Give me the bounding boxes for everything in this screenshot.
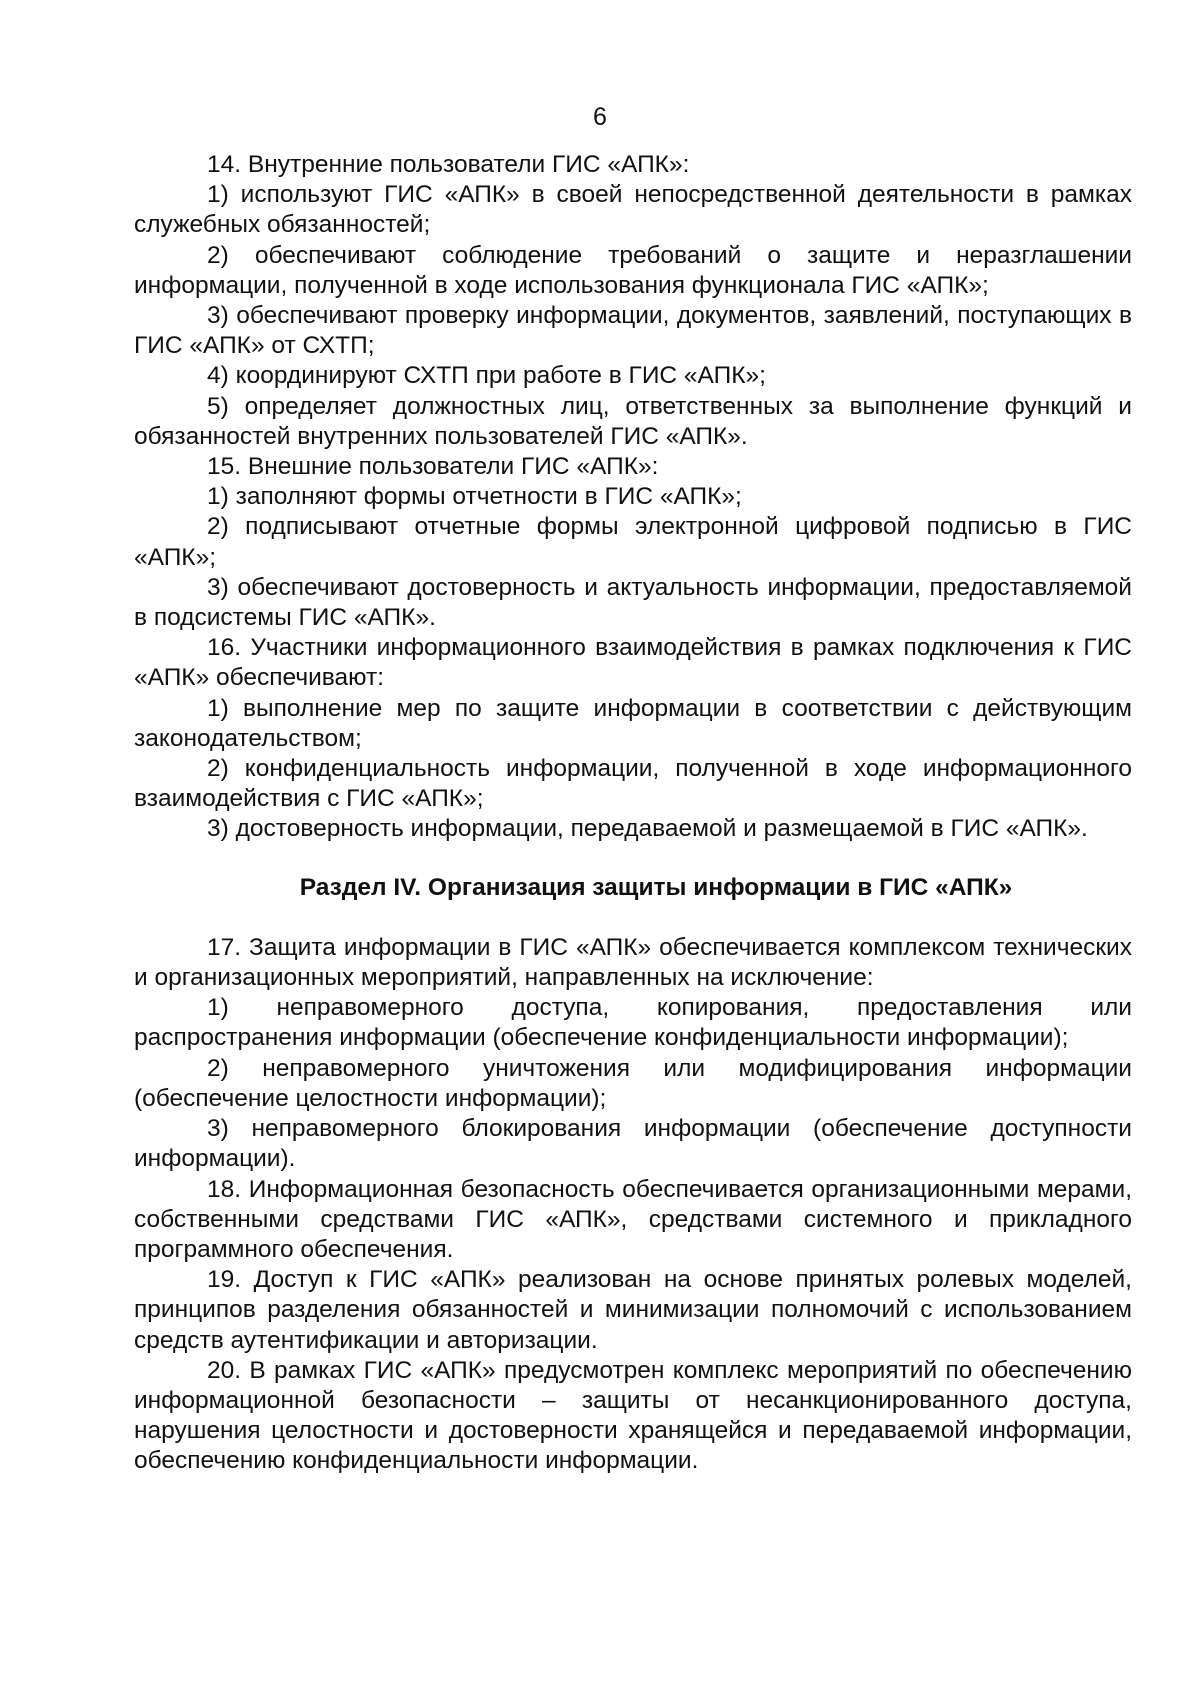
- paragraph-16-intro: 16. Участники информационного взаимодействия в рамках подключения к ГИС «АПК» обеспечивают:: [134, 634, 1132, 692]
- paragraph-14-item-4: 4) координируют СХТП при работе в ГИС «АПК»;: [207, 362, 766, 390]
- paragraph-14-item-3: 3) обеспечивают проверку информации, документов, заявлений, поступающих в ГИС «АПК» от СХТП;: [134, 302, 1132, 360]
- paragraph-17-item-1: 1) неправомерного доступа, копирования, предоставления или распространения информации (обеспечение конфиденциальности информации);: [134, 994, 1132, 1052]
- page-number: 6: [593, 103, 607, 131]
- paragraph-15-item-3: 3) обеспечивают достоверность и актуальность информации, предоставляемой в подсистемы ГИС «АПК».: [134, 573, 1132, 632]
- paragraph-15-item-1: 1) заполняют формы отчетности в ГИС «АПК»;: [207, 483, 742, 511]
- paragraph-16-item-2: 2) конфиденциальность информации, полученной в ходе информационного взаимодействия с ГИС «АПК»;: [134, 755, 1132, 813]
- document-body: [134, 150, 1132, 1477]
- paragraph-15-item-2: 2) подписывают отчетные формы электронной цифровой подписью в ГИС «АПК»;: [134, 513, 1132, 571]
- paragraph-16-item-3: 3) достоверность информации, передаваемой и размещаемой в ГИС «АПК».: [207, 815, 1088, 843]
- paragraph-17-intro: 17. Защита информации в ГИС «АПК» обеспечивается комплексом технических и организационных мероприятий, направленных на исключение:: [134, 933, 1132, 992]
- paragraph-17-item-2: 2) неправомерного уничтожения или модифицирования информации (обеспечение целостности информации);: [134, 1054, 1132, 1112]
- paragraph-16-item-1: 1) выполнение мер по защите информации в соответствии с действующим законодательством;: [134, 694, 1132, 752]
- paragraph-20: 20. В рамках ГИС «АПК» предусмотрен комплекс мероприятий по обеспечению информационной безопасности – защиты от несанкционированного доступа, нарушения целостности и достоверности хранящейся и передаваемой информации, обеспечению конфиденциальности информации.: [134, 1356, 1132, 1475]
- paragraph-17-item-3: 3) неправомерного блокирования информации (обеспечение доступности информации).: [134, 1115, 1132, 1173]
- paragraph-15-intro: 15. Внешние пользователи ГИС «АПК»:: [207, 453, 659, 481]
- paragraph-14-item-1: 1) используют ГИС «АПК» в своей непосредственной деятельности в рамках служебных обязанностей;: [134, 181, 1132, 239]
- paragraph-14-item-5: 5) определяет должностных лиц, ответственных за выполнение функций и обязанностей внутренних пользователей ГИС «АПК».: [134, 392, 1132, 450]
- paragraph-14-item-2: 2) обеспечивают соблюдение требований о защите и неразглашении информации, полученной в ходе использования функционала ГИС «АПК»;: [134, 241, 1132, 299]
- paragraph-19: 19. Доступ к ГИС «АПК» реализован на основе принятых ролевых моделей, принципов разделения обязанностей и минимизации полномочий с использованием средств аутентификации и авторизации.: [134, 1266, 1132, 1354]
- section-heading: Раздел IV. Организация защиты информации в ГИС «АПК»: [299, 873, 1013, 901]
- paragraph-18: 18. Информационная безопасность обеспечивается организационными мерами, собственными средствами ГИС «АПК», средствами системного и прикладного программного обеспечения.: [134, 1175, 1132, 1263]
- paragraph-14-intro: 14. Внутренние пользователи ГИС «АПК»:: [207, 151, 690, 178]
